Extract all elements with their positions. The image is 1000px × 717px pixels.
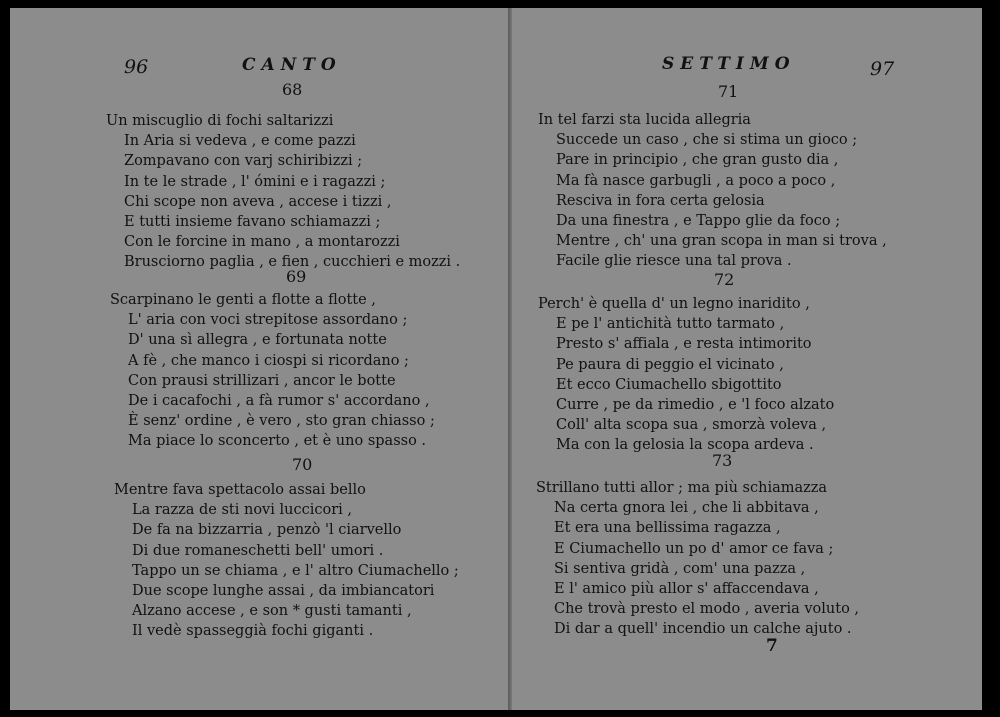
stanza-72: [538, 294, 834, 456]
verse-line: Perch' è quella d' un legno inaridito ,: [538, 296, 810, 312]
verse-line: Succede un caso , che si stima un gioco ;: [556, 132, 858, 149]
verse-line: Mentre fava spettacolo assai bello: [114, 482, 366, 498]
verse-line: Alzano accese , e son * gusti tamanti ,: [132, 603, 412, 620]
verse-line: E Ciumachello un po d' amor ce fava ;: [554, 540, 834, 557]
verse-line: Strillano tutti allor ; ma più schiamazza: [536, 480, 828, 496]
verse-line: Coll' alta scopa sua , smorzà voleva ,: [556, 417, 827, 434]
stanza-71: [538, 110, 887, 272]
stanza-number: 69: [286, 267, 307, 286]
catchword: 7: [766, 636, 778, 656]
verse-line: Ma piace lo sconcerto , et è uno spasso .: [128, 433, 427, 450]
verse-line: In tel farzi sta lucida allegria: [538, 112, 751, 128]
page-number-right: 97: [870, 58, 895, 80]
verse-line: Et ecco Ciumachello sbigottito: [556, 376, 782, 393]
stanza-number: 73: [712, 451, 733, 470]
verse-line: Facile glie riesce una tal prova .: [556, 253, 792, 270]
verse-line: Si sentiva gridà , com' una pazza ,: [554, 560, 806, 577]
verse-line: Che trovà presto el modo , averia voluto ,: [554, 601, 860, 618]
stanza-number: 70: [292, 455, 313, 474]
stanza-73: [536, 478, 859, 640]
verse-line: Pe paura di peggio el vicinato ,: [556, 356, 784, 373]
verse-line: E tutti insieme favano schiamazzi ;: [124, 213, 381, 230]
verse-line: L' aria con voci strepitose assordano ;: [128, 312, 408, 329]
verse-line: La razza de sti novi luccicori ,: [132, 502, 352, 519]
verse-line: Di due romaneschetti bell' umori .: [132, 542, 384, 559]
verse-line: Due scope lunghe assai , da imbiancatori: [132, 582, 435, 599]
stanza-70: [114, 480, 459, 642]
verse-line: De i cacafochi , a fà rumor s' accordano ,: [128, 392, 430, 409]
page-number-left: 96: [124, 56, 149, 78]
running-title-left: CANTO: [242, 55, 342, 75]
stanza-68: [106, 111, 460, 273]
verse-line: Brusciorno paglia , e fien , cucchieri e mozzi .: [124, 254, 461, 271]
verse-line: Curre , pe da rimedio , e 'l foco alzato: [556, 396, 835, 413]
stanza-number: 72: [714, 270, 735, 289]
verse-line: Na certa gnora lei , che li abbitava ,: [554, 500, 819, 517]
stanza-number: 68: [282, 80, 303, 99]
left-page: [10, 8, 511, 710]
running-title-right: SETTIMO: [662, 54, 796, 74]
verse-line: In te le strade , l' ómini e i ragazzi ;: [124, 173, 386, 190]
verse-line: Et era una bellissima ragazza ,: [554, 520, 781, 537]
verse-line: De fa na bizzarria , penzò 'l ciarvello: [132, 522, 402, 539]
stanza-number: 71: [718, 82, 739, 101]
stanza-69: [110, 290, 435, 452]
verse-line: Ma con la gelosia la scopa ardeva .: [556, 437, 814, 454]
verse-line: Di dar a quell' incendio un calche ajuto .: [554, 621, 852, 638]
verse-line: Il vedè spasseggià fochi giganti .: [132, 623, 374, 640]
verse-line: È senz' ordine , è vero , sto gran chiasso ;: [128, 413, 435, 430]
verse-line: In Aria si vedeva , e come pazzi: [124, 133, 356, 150]
verse-line: Da una finestra , e Tappo glie da foco ;: [556, 212, 841, 229]
verse-line: Pare in principio , che gran gusto dia ,: [556, 152, 839, 169]
verse-line: Ma fà nasce garbugli , a poco a poco ,: [556, 172, 836, 189]
right-page: [512, 8, 982, 710]
verse-line: Un miscuglio di fochi saltarizzi: [106, 113, 334, 129]
verse-line: Mentre , ch' una gran scopa in man si trova ,: [556, 233, 887, 250]
verse-line: E pe l' antichità tutto tarmato ,: [556, 316, 785, 333]
verse-line: Presto s' affiala , e resta intimorito: [556, 336, 812, 353]
verse-line: A fè , che manco i ciospi si ricordano ;: [128, 352, 409, 369]
verse-line: Scarpinano le genti a flotte a flotte ,: [110, 292, 376, 308]
verse-line: Con prausi strillizari , ancor le botte: [128, 372, 396, 389]
verse-line: Resciva in fora certa gelosia: [556, 192, 765, 209]
verse-line: Chi scope non aveva , accese i tizzi ,: [124, 193, 392, 210]
verse-line: Zompavano con varj schiribizzi ;: [124, 153, 363, 170]
verse-line: Con le forcine in mano , a montarozzi: [124, 234, 400, 251]
verse-line: Tappo un se chiama , e l' altro Ciumachello ;: [132, 562, 459, 579]
verse-line: D' una sì allegra , e fortunata notte: [128, 332, 387, 349]
verse-line: E l' amico più allor s' affaccendava ,: [554, 580, 819, 597]
